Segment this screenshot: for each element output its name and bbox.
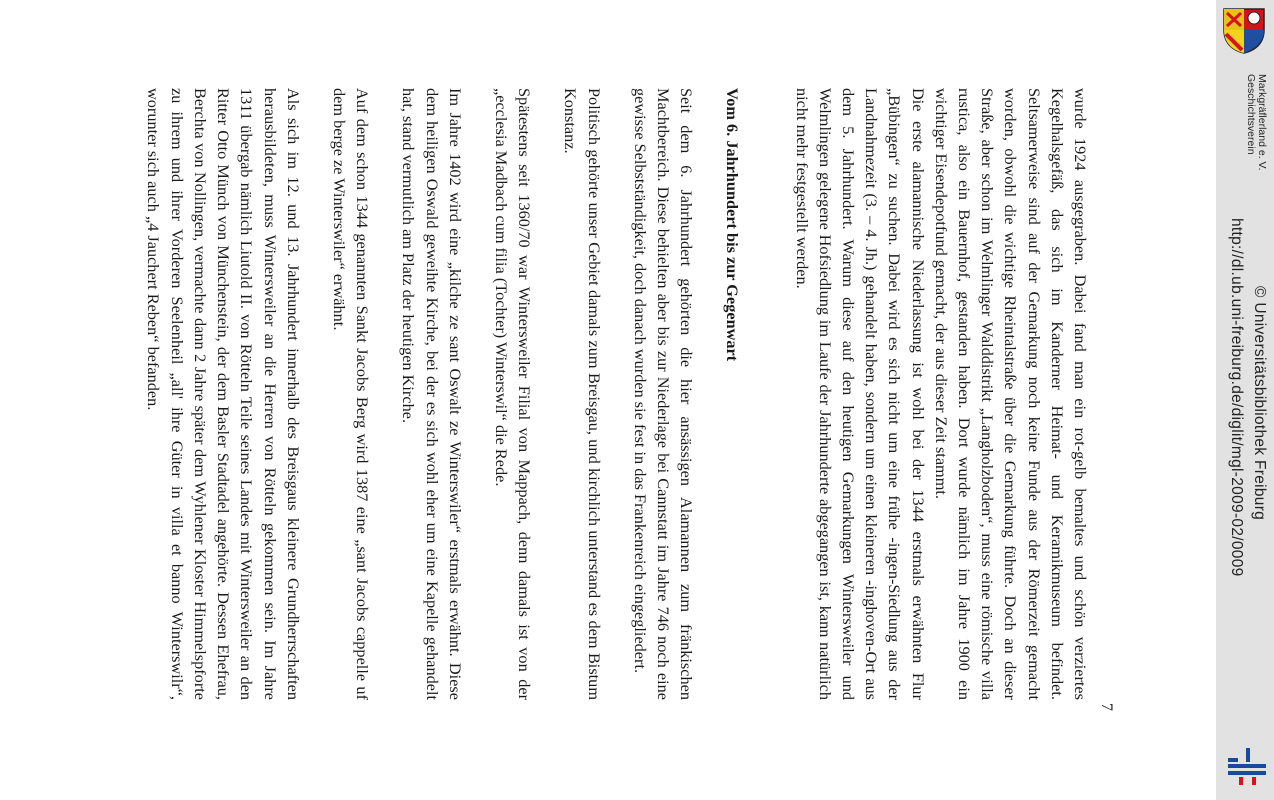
paragraph: Die erste alamannische Niederlassung ist wohl bei der 1344 erstmals erwähnten Flur „Bübingen“ zu suchen. Dabei wird es sich nicht um eine frühe -ingen-Siedlung aus der Landnahmezeit (3. – 4. Jh.) gehandelt haben, sondern um einen kleineren -inghoven-Ort aus dem 5. Jahrhundert. Warum diese auf den heutigen Gemarkungen Wintersweiler und Welmlingen gelegene Hofsiedlung im Laufe der Jahrhunderte abgegangen ist, kann natürlich nicht mehr festgestellt werden. xyxy=(792,88,928,700)
page-number: 7 xyxy=(1098,703,1115,711)
paragraph: Als sich im 12. und 13. Jahrhundert innerhalb des Breisgaus kleinere Grundherrschaften herausbildeten, muss Wintersweiler an die Herren von Rötteln gekommen sein. Im Jahre 1311 übergab nämlich Liutold II. von Rötteln Teile seines Landes mit Wintersweiler an den Ritter Otto Münch von Münchenstein, der dem Basler Stadtadel angehörte. Dessen Ehefrau, Berchta von Nollingen, vermachte dann 2 Jahre später dem Wyhlener Kloster Himmelspforte zu ihrem und ihrer Vorderen Seelenheil „all' ihre Güter in villa et banno Winterswilr“, worunter sich auch „4 Jauchert Reben“ befanden. xyxy=(144,88,303,700)
paragraph: Politisch gehörte unser Gebiet damals zum Breisgau, und kirchlich unterstand es dem Bistum Konstanz. xyxy=(561,88,604,700)
paragraph: Im Jahre 1402 wird eine „kilche ze sant Oswalt ze Winterswiler“ erstmals erwähnt. Diese dem heiligen Oswald geweihte Kirche, bei der es sich wohl eher um eine Kapelle gehandelt hat, stand vermutlich am Platz der heutigen Kirche. xyxy=(399,88,465,700)
society-name-suffix: Markgräflerland e. V. xyxy=(1256,74,1268,171)
paragraph: Auf dem schon 1344 genannten Sankt Jacobs Berg wird 1387 eine „sant Jacobs cappelle uf dem berge ze Winterswiler“ erwähnt. xyxy=(329,88,373,700)
society-name: Geschichtsverein xyxy=(1245,74,1257,155)
paragraph: Spätestens seit 1360/70 war Wintersweiler Filial von Mappach, denn damals ist von der „ecclesia Madbach cum filia (Tochter) Winterswil“ die Rede. xyxy=(491,88,535,700)
university-library-logo-icon xyxy=(1226,744,1268,786)
section-heading: Vom 6. Jahrhundert bis zur Gegenwart xyxy=(723,88,743,362)
paragraph: wurde 1924 ausgegraben. Dabei fand man ein rot-gelb bemaltes und schön verziertes Kegelhalsgefäß, das sich im Kanderner Heimat- und Keramikmuseum befindet. Seltsamerweise sind auf der Gemarkung noch keine Funde aus der Römerzeit gemacht worden, obwohl die wichtige Rheintalstraße über die Gemarkung führte. Doch an dieser Straße, aber schon im Welmlinger Walddistrikt „Langholzboden“, muss eine römische villa rustica, also ein Bauernhof, gestanden haben. Dort wurde nämlich im Jahre 1900 ein wichtiger Eisendepotfund gemacht, der aus dieser Zeit stammt. xyxy=(931,88,1090,700)
source-url-link[interactable]: http://dl.ub.uni-freiburg.de/diglit/mgl-2009-02/0009 xyxy=(1228,218,1245,577)
document-body xyxy=(142,88,1092,700)
copyright-notice: © Universitätsbibliothek Freiburg xyxy=(1251,286,1268,521)
paragraph: Seit dem 6. Jahrhundert gehörten die hier ansässigen Alamannen zum fränkischen Machtbereich. Diese behielten aber bis zur Niederlage bei Cannstatt im Jahre 746 noch eine gewisse Selbstständigkeit, doch danach wurden sie fest in das Frankenreich eingegliedert. xyxy=(630,88,697,700)
coat-of-arms-icon xyxy=(1221,6,1267,54)
